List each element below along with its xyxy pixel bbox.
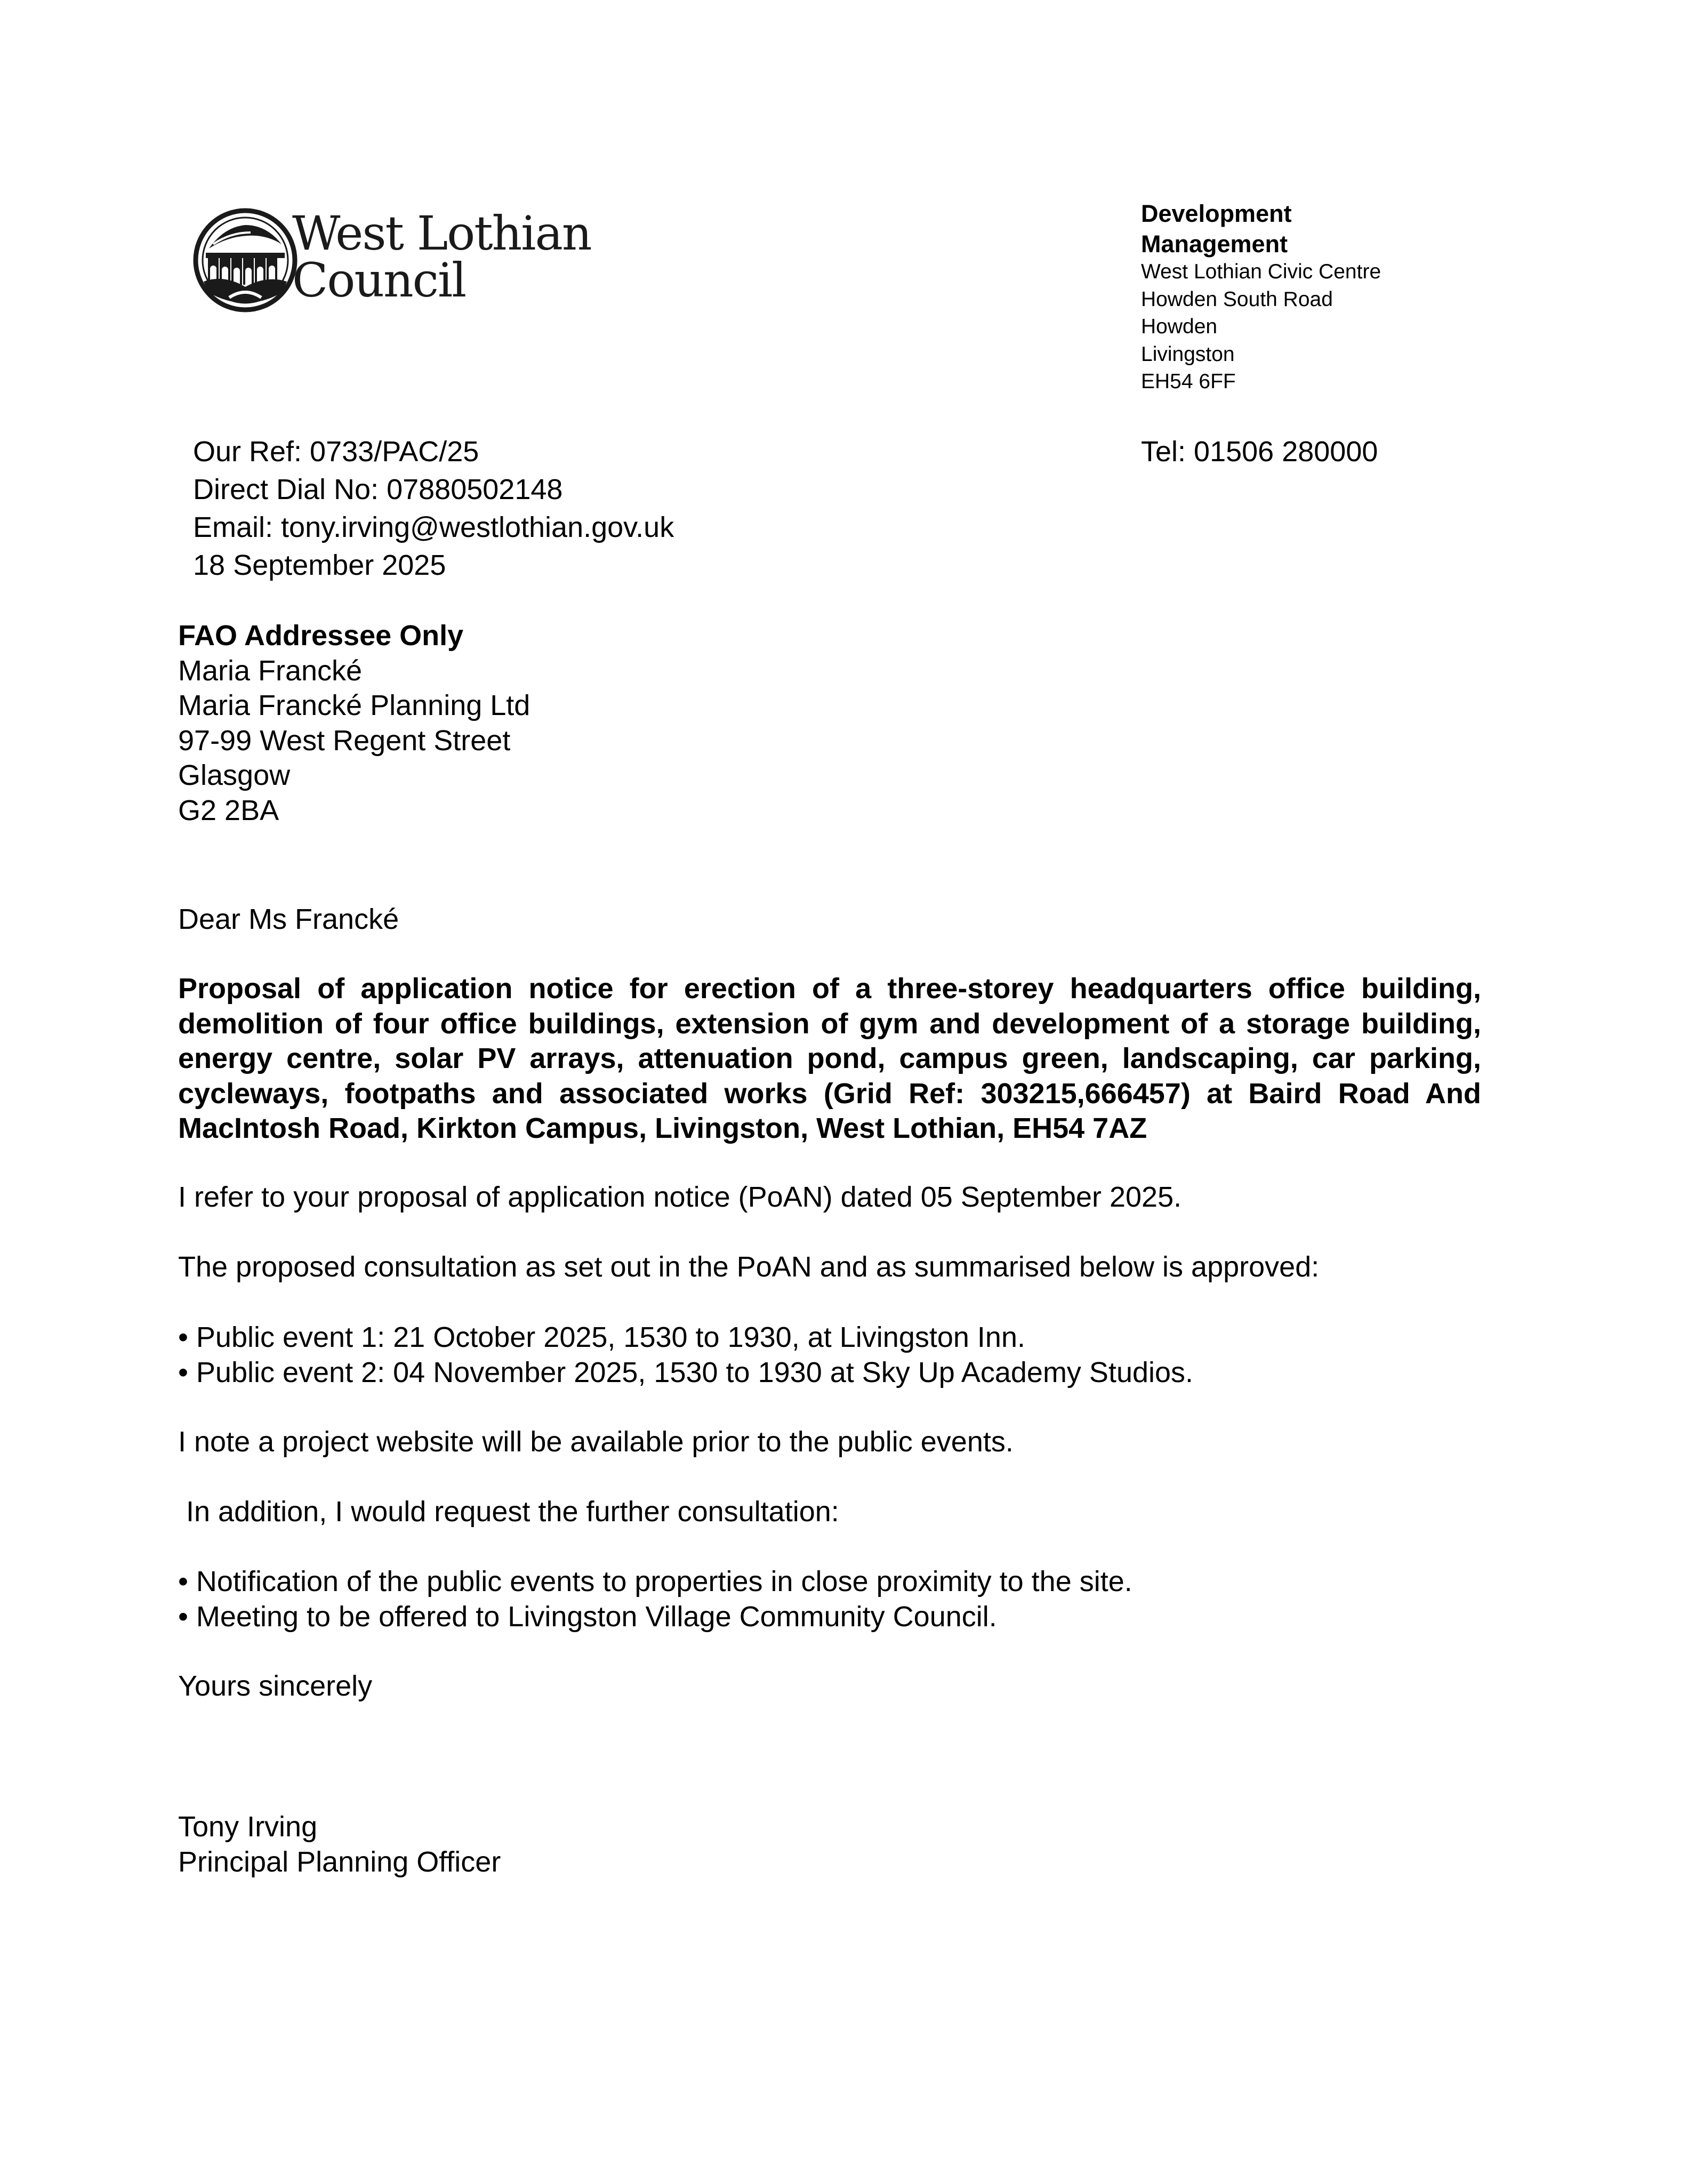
address-line: West Lothian Civic Centre — [1141, 260, 1381, 283]
address-line: Livingston — [1141, 342, 1235, 366]
paragraph-approval: The proposed consultation as set out in the PoAN and as summarised below is approved: — [178, 1251, 1320, 1283]
letter-date: 18 September 2025 — [193, 549, 446, 581]
further-consultation-list — [178, 1564, 1481, 1634]
recipient-address — [178, 619, 530, 828]
signatory — [178, 1810, 501, 1880]
recipient-line: G2 2BA — [178, 794, 279, 826]
our-reference: Our Ref: 0733/PAC/25 — [193, 436, 479, 468]
subject-heading: Proposal of application notice for erection of a three-storey headquarters office building, demolition of four office buildings, extension of gym and development of a storage building, energy centre, solar PV arrays, attenuation pond, campus green, landscaping, car parking, cycleways, footpaths and associated works (Grid Ref: 303215,666457) at Baird Road And MacIntosh Road, Kirkton Campus, Livingston, West Lothian, EH54 7AZ — [178, 973, 1481, 1144]
sender-telephone: Tel: 01506 280000 — [1141, 436, 1378, 468]
signatory-title: Principal Planning Officer — [178, 1845, 501, 1878]
paragraph-further-request: In addition, I would request the further consultation: — [178, 1496, 839, 1528]
recipient-line: Maria Francké Planning Ltd — [178, 689, 530, 721]
council-crest-icon — [192, 207, 299, 314]
contact-email: Email: tony.irving@westlothian.gov.uk — [193, 511, 674, 543]
reference-block — [193, 433, 674, 584]
approved-events-list — [178, 1320, 1481, 1390]
paragraph-reference: I refer to your proposal of application notice (PoAN) dated 05 September 2025. — [178, 1181, 1182, 1213]
address-line: Howden South Road — [1141, 287, 1333, 311]
recipient-line: Maria Francké — [178, 654, 363, 687]
list-item: • Notification of the public events to properties in close proximity to the site. — [178, 1565, 1132, 1597]
council-name-line2: Council — [292, 253, 466, 308]
sender-address — [1141, 258, 1381, 396]
list-item: • Public event 1: 21 October 2025, 1530 to 1930, at Livingston Inn. — [178, 1321, 1025, 1353]
list-item: • Public event 2: 04 November 2025, 1530 to 1930 at Sky Up Academy Studios. — [178, 1356, 1194, 1388]
recipient-line: 97-99 West Regent Street — [178, 724, 511, 757]
address-line: EH54 6FF — [1141, 370, 1236, 393]
paragraph-website: I note a project website will be available prior to the public events. — [178, 1426, 1014, 1458]
department-heading — [1141, 198, 1292, 259]
list-item: • Meeting to be offered to Livingston Village Community Council. — [178, 1600, 997, 1633]
direct-dial: Direct Dial No: 07880502148 — [193, 473, 563, 505]
department-line-1: Development — [1141, 200, 1292, 227]
closing: Yours sincerely — [178, 1670, 373, 1702]
signatory-name: Tony Irving — [178, 1811, 318, 1843]
fao-line: FAO Addressee Only — [178, 620, 464, 652]
council-name-line1: West Lothian — [292, 206, 591, 261]
department-line-2: Management — [1141, 230, 1288, 258]
salutation: Dear Ms Francké — [178, 903, 399, 935]
council-name — [292, 206, 591, 308]
address-line: Howden — [1141, 315, 1218, 338]
recipient-line: Glasgow — [178, 759, 291, 791]
council-logo — [192, 206, 591, 314]
